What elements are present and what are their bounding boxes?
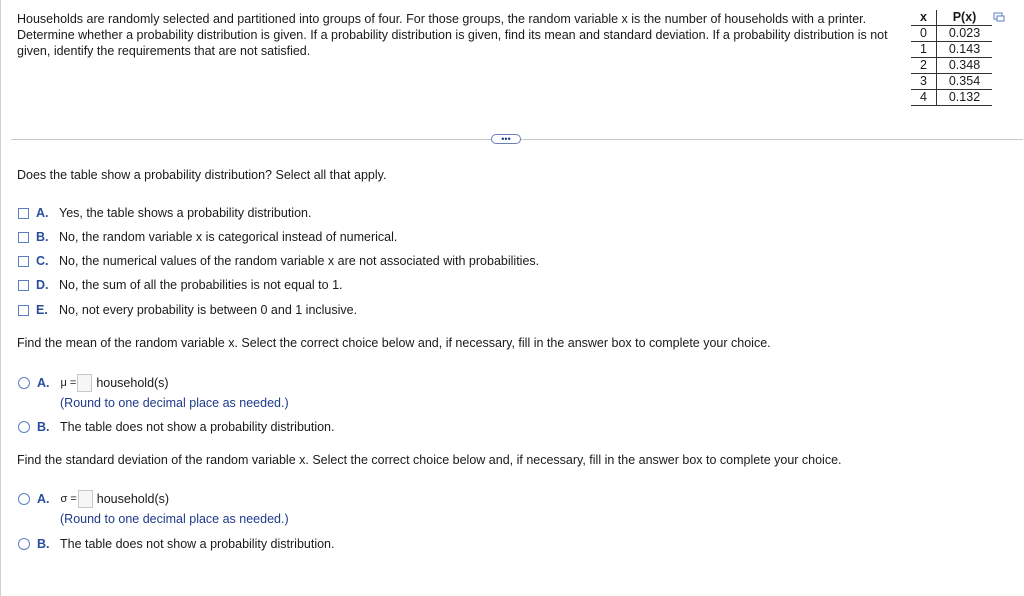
part1-option-d[interactable] [18,277,343,293]
option-letter: B. [37,420,50,434]
checkbox[interactable] [18,232,29,243]
part3-option-a[interactable] [18,489,169,509]
checkbox[interactable] [18,280,29,291]
radio-button[interactable] [18,421,30,433]
option-text: No, the sum of all the probabilities is not equal to 1. [59,278,343,292]
table-row [911,74,992,90]
sd-answer-input[interactable] [78,490,93,508]
part1-option-e[interactable] [18,302,357,318]
option-text: No, the random variable x is categorical instead of numerical. [59,230,398,244]
probability-table [911,10,992,106]
option-text: Yes, the table shows a probability distribution. [59,206,312,220]
mean-symbol: μ = [60,377,77,389]
part1-option-c[interactable] [18,253,539,269]
option-text: The table does not show a probability distribution. [60,420,335,434]
part1-option-a[interactable] [18,205,311,221]
option-letter: A. [36,206,49,220]
table-row [911,26,992,42]
table-cell-x: 2 [911,58,937,74]
table-cell-x: 3 [911,74,937,90]
mean-answer-input[interactable] [77,374,92,392]
part2-prompt: Find the mean of the random variable x. Select the correct choice below and, if necessary, fill in the answer box to complete your choice. [17,336,771,350]
part3-option-b[interactable] [18,536,334,552]
rounding-hint: (Round to one decimal place as needed.) [60,396,289,410]
question-text: Households are randomly selected and partitioned into groups of four. For those groups, the random variable x is the number of households with a printer. Determine whether a probability distribution is given. If a probability distribution is given, find its mean and standard deviation. If a probability distribution is not given, identify the requirements that are not satisfied. [17,12,888,58]
option-letter: E. [36,303,48,317]
radio-button[interactable] [18,538,30,550]
checkbox[interactable] [18,305,29,316]
option-letter: D. [36,278,49,292]
part1-option-b[interactable] [18,229,397,245]
option-text: No, not every probability is between 0 and 1 inclusive. [59,303,358,317]
radio-button[interactable] [18,493,30,505]
checkbox[interactable] [18,208,29,219]
expand-more-button[interactable]: ••• [491,134,521,144]
option-letter: B. [37,537,50,551]
table-cell-p: 0.023 [937,26,993,42]
option-letter: B. [36,230,49,244]
table-row [911,90,992,106]
part2-option-a[interactable] [18,373,169,393]
table-cell-x: 4 [911,90,937,106]
option-letter: A. [37,376,50,390]
part2-option-b[interactable] [18,419,334,435]
sd-symbol: σ = [60,493,77,505]
radio-button[interactable] [18,377,30,389]
unit-label: household(s) [96,492,170,506]
table-cell-p: 0.354 [937,74,993,90]
table-cell-x: 0 [911,26,937,42]
table-cell-p: 0.132 [937,90,993,106]
table-header-x: x [911,10,937,26]
option-letter: C. [36,254,49,268]
option-letter: A. [37,492,50,506]
option-text: No, the numerical values of the random variable x are not associated with probabilities. [59,254,540,268]
table-header-px: P(x) [937,10,993,26]
table-cell-p: 0.143 [937,42,993,58]
table-row [911,58,992,74]
part1-prompt: Does the table show a probability distribution? Select all that apply. [17,168,387,182]
rounding-hint: (Round to one decimal place as needed.) [60,512,289,526]
unit-label: household(s) [96,376,169,390]
option-text: The table does not show a probability distribution. [60,537,335,551]
copy-table-icon[interactable] [993,12,1005,22]
table-cell-x: 1 [911,42,937,58]
table-row [911,42,992,58]
table-cell-p: 0.348 [937,58,993,74]
part3-prompt: Find the standard deviation of the random variable x. Select the correct choice below and, if necessary, fill in the answer box to complete your choice. [17,453,842,467]
checkbox[interactable] [18,256,29,267]
